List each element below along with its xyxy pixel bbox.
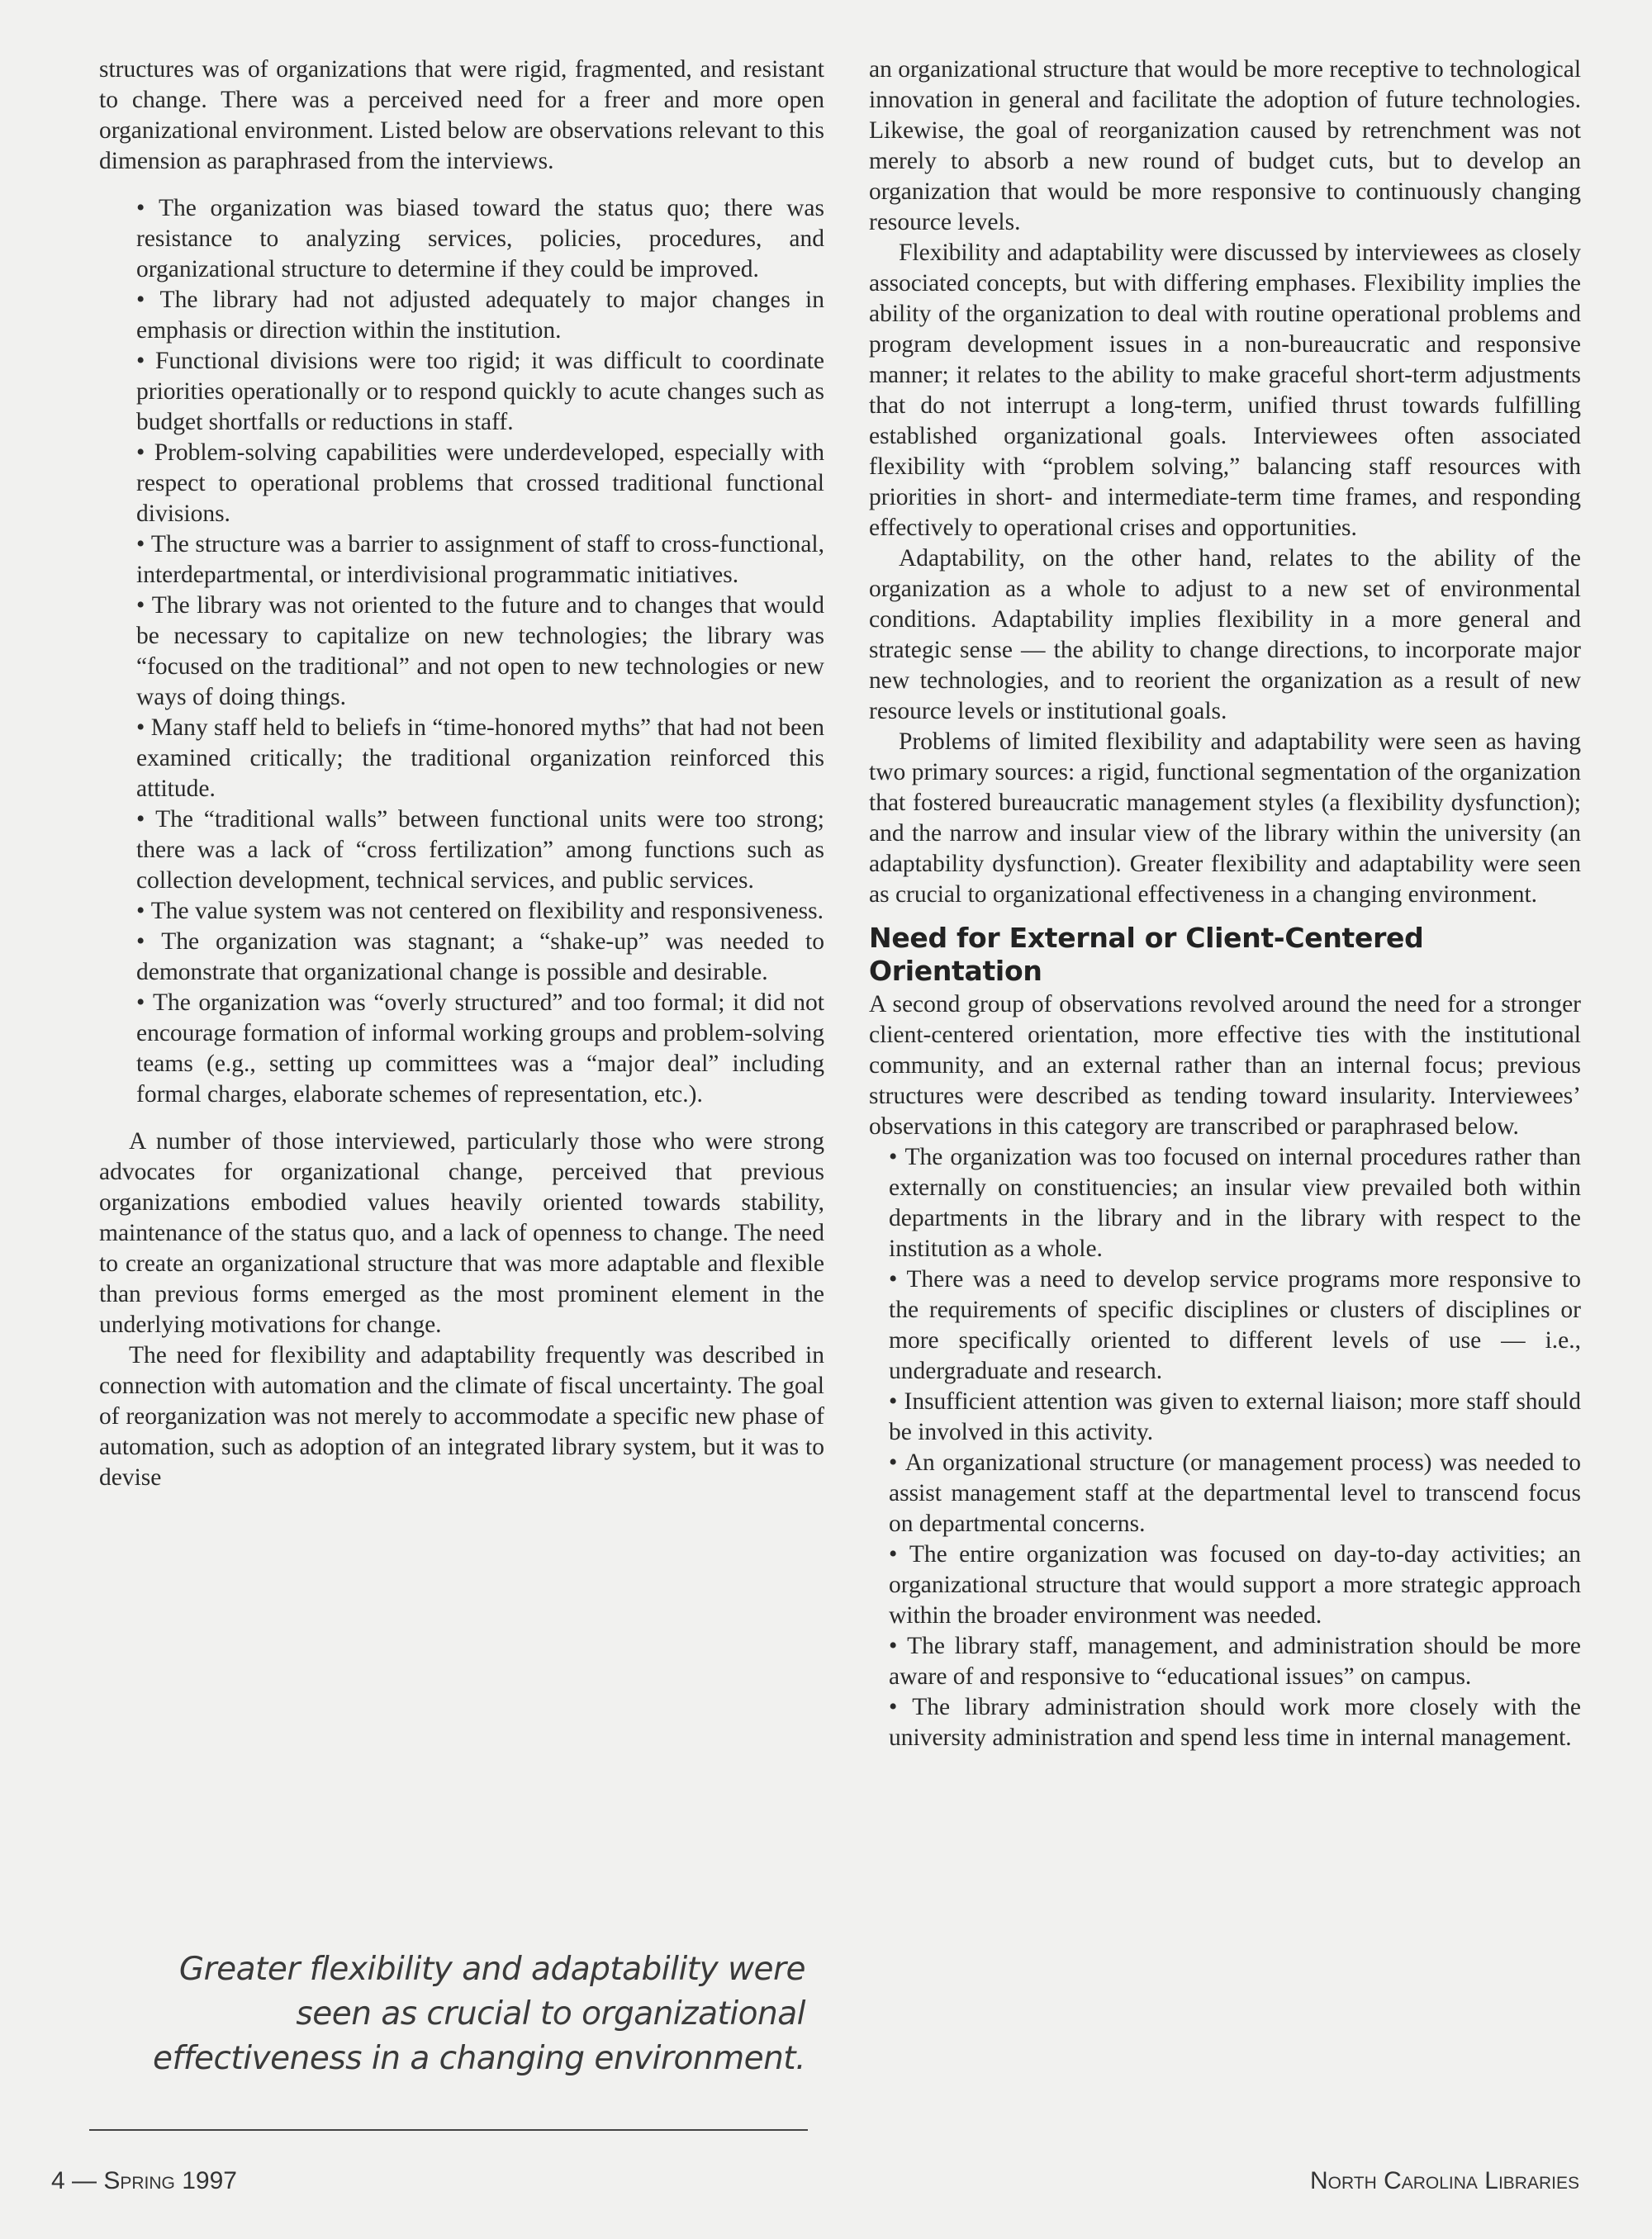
bullet-item: • There was a need to develop service programs more responsive to the requirements of specific disciplines or clusters of disciplines or more specifically oriented to different levels of use — i.e., undergraduate and research. <box>889 1264 1581 1387</box>
observation-list <box>136 193 824 1110</box>
bullet-item: • The library was not oriented to the future and to changes that would be necessary to capitalize on new technologies; the library was “focused on the traditional” and not open to new technologies or new ways of doing things. <box>136 591 824 713</box>
bullet-item: • Insufficient attention was given to external liaison; more staff should be involved in this activity. <box>889 1387 1581 1448</box>
bullet-item: • The “traditional walls” between functional units were too strong; there was a lack of “cross fertilization” among functions such as collection development, technical services, and public services. <box>136 804 824 896</box>
paragraph: A number of those interviewed, particularly those who were strong advocates for organizational change, perceived that previous organizations embodied values heavily oriented towards stability, maintenance of the status quo, and a lack of openness to change. The need to create an organizational structure that was more adaptable and flexible than previous forms emerged as the most prominent element in the underlying motivations for change. <box>99 1128 824 1338</box>
left-column <box>99 55 824 1493</box>
bullet-item: • An organizational structure (or management process) was needed to assist management staff at the departmental level to transcend focus on departmental concerns. <box>889 1448 1581 1539</box>
intro-paragraph: structures was of organizations that were rigid, fragmented, and resistant to change. There was a perceived need for a freer and more open organizational environment. Listed below are observations relevant to this dimension as paraphrased from the interviews. <box>99 56 824 174</box>
bullet-item: • Many staff held to beliefs in “time-honored myths” that had not been examined critically; the traditional organization reinforced this attitude. <box>136 713 824 804</box>
paragraph: The need for flexibility and adaptability frequently was described in connection with automation and the climate of fiscal uncertainty. The goal of reorganization was not merely to accommodate a specific new phase of automation, such as adoption of an integrated library system, but it was to devise <box>99 1342 824 1491</box>
body-paragraphs <box>99 1127 824 1493</box>
section-intro: A second group of observations revolved around the need for a stronger client-centered orientation, more effective ties with the institutional community, and an external rather than an internal focus; previous structures were described as tending toward insularity. Interviewees’ observations in this category are transcribed or paraphrased below. <box>869 991 1581 1140</box>
pull-quote: Greater flexibility and adaptability were seen as crucial to organizational effectiveness in a changing environment. <box>153 1951 805 2077</box>
bullet-item: • The organization was too focused on internal procedures rather than externally on constituencies; an insular view prevailed both within departments in the library and in the library with respect to the institution as a whole. <box>889 1142 1581 1264</box>
bullet-item: • The entire organization was focused on day-to-day activities; an organizational structure that would support a more strategic approach within the broader environment was needed. <box>889 1539 1581 1631</box>
bullet-item: • The structure was a barrier to assignment of staff to cross-functional, interdepartmental, or interdivisional programmatic initiatives. <box>136 529 824 591</box>
observation-list <box>889 1142 1581 1753</box>
section-heading: Need for External or Client-Centered Orientation <box>869 922 1424 987</box>
bullet-item: • The library had not adjusted adequately to major changes in emphasis or direction within the institution. <box>136 285 824 346</box>
paragraph: Adaptability, on the other hand, relates to the ability of the organization as a whole to adjust to a new set of environmental conditions. Adaptability implies flexibility in a more general and strategic sense — the ability to change directions, to incorporate major new technologies, and to reorient the organization as a result of new resource levels or institutional goals. <box>869 545 1581 724</box>
bullet-item: • The value system was not centered on flexibility and responsiveness. <box>136 896 824 927</box>
page-number-issue: 4 — Spring 1997 <box>51 2167 237 2194</box>
bullet-item: • The library administration should work more closely with the university administration and spend less time in internal management. <box>889 1692 1581 1753</box>
paragraph: Flexibility and adaptability were discussed by interviewees as closely associated concepts, but with differing emphases. Flexibility implies the ability of the organization to deal with routine operational problems and program development issues in a non-bureaucratic and responsive manner; it relates to the ability to make graceful short-term adjustments that do not interrupt a long-term, unified thrust towards fulfilling established organizational goals. Interviewees often associated flexibility with “problem solving,” balancing staff resources with priorities in short- and intermediate-term time frames, and responding effectively to operational crises and opportunities. <box>869 240 1581 541</box>
paragraph: Problems of limited flexibility and adaptability were seen as having two primary sources: a rigid, functional segmentation of the organization that fostered bureaucratic management styles (a flexibility dysfunction); and the narrow and insular view of the library within the university (an adaptability dysfunction). Greater flexibility and adaptability were seen as crucial to organizational effectiveness in a changing environment. <box>869 728 1581 908</box>
bullet-item: • The organization was biased toward the status quo; there was resistance to analyzing services, policies, procedures, and organizational structure to determine if they could be improved. <box>136 193 824 285</box>
bullet-item: • Problem-solving capabilities were underdeveloped, especially with respect to operational problems that crossed traditional functional divisions. <box>136 438 824 529</box>
bullet-item: • The organization was stagnant; a “shake-up” was needed to demonstrate that organizational change is possible and desirable. <box>136 927 824 988</box>
bullet-item: • The library staff, management, and administration should be more aware of and responsive to “educational issues” on campus. <box>889 1631 1581 1692</box>
paragraph: an organizational structure that would be more receptive to technological innovation in general and facilitate the adoption of future technologies. Likewise, the goal of reorganization caused by retrenchment was not merely to absorb a new round of budget cuts, but to develop an organization that would be more responsive to continuously changing resource levels. <box>869 56 1582 235</box>
bullet-item: • The organization was “overly structured” and too formal; it did not encourage formation of informal working groups and problem-solving teams (e.g., setting up committees was a “major deal” including formal charges, elaborate schemes of representation, etc.). <box>136 988 824 1110</box>
bullet-item: • Functional divisions were too rigid; it was difficult to coordinate priorities operationally or to respond quickly to acute changes such as budget shortfalls or reductions in staff. <box>136 346 824 438</box>
publication-name: North Carolina Libraries <box>1309 2167 1579 2194</box>
body-paragraphs <box>869 55 1581 910</box>
divider <box>89 2129 808 2131</box>
right-column <box>869 55 1581 1753</box>
